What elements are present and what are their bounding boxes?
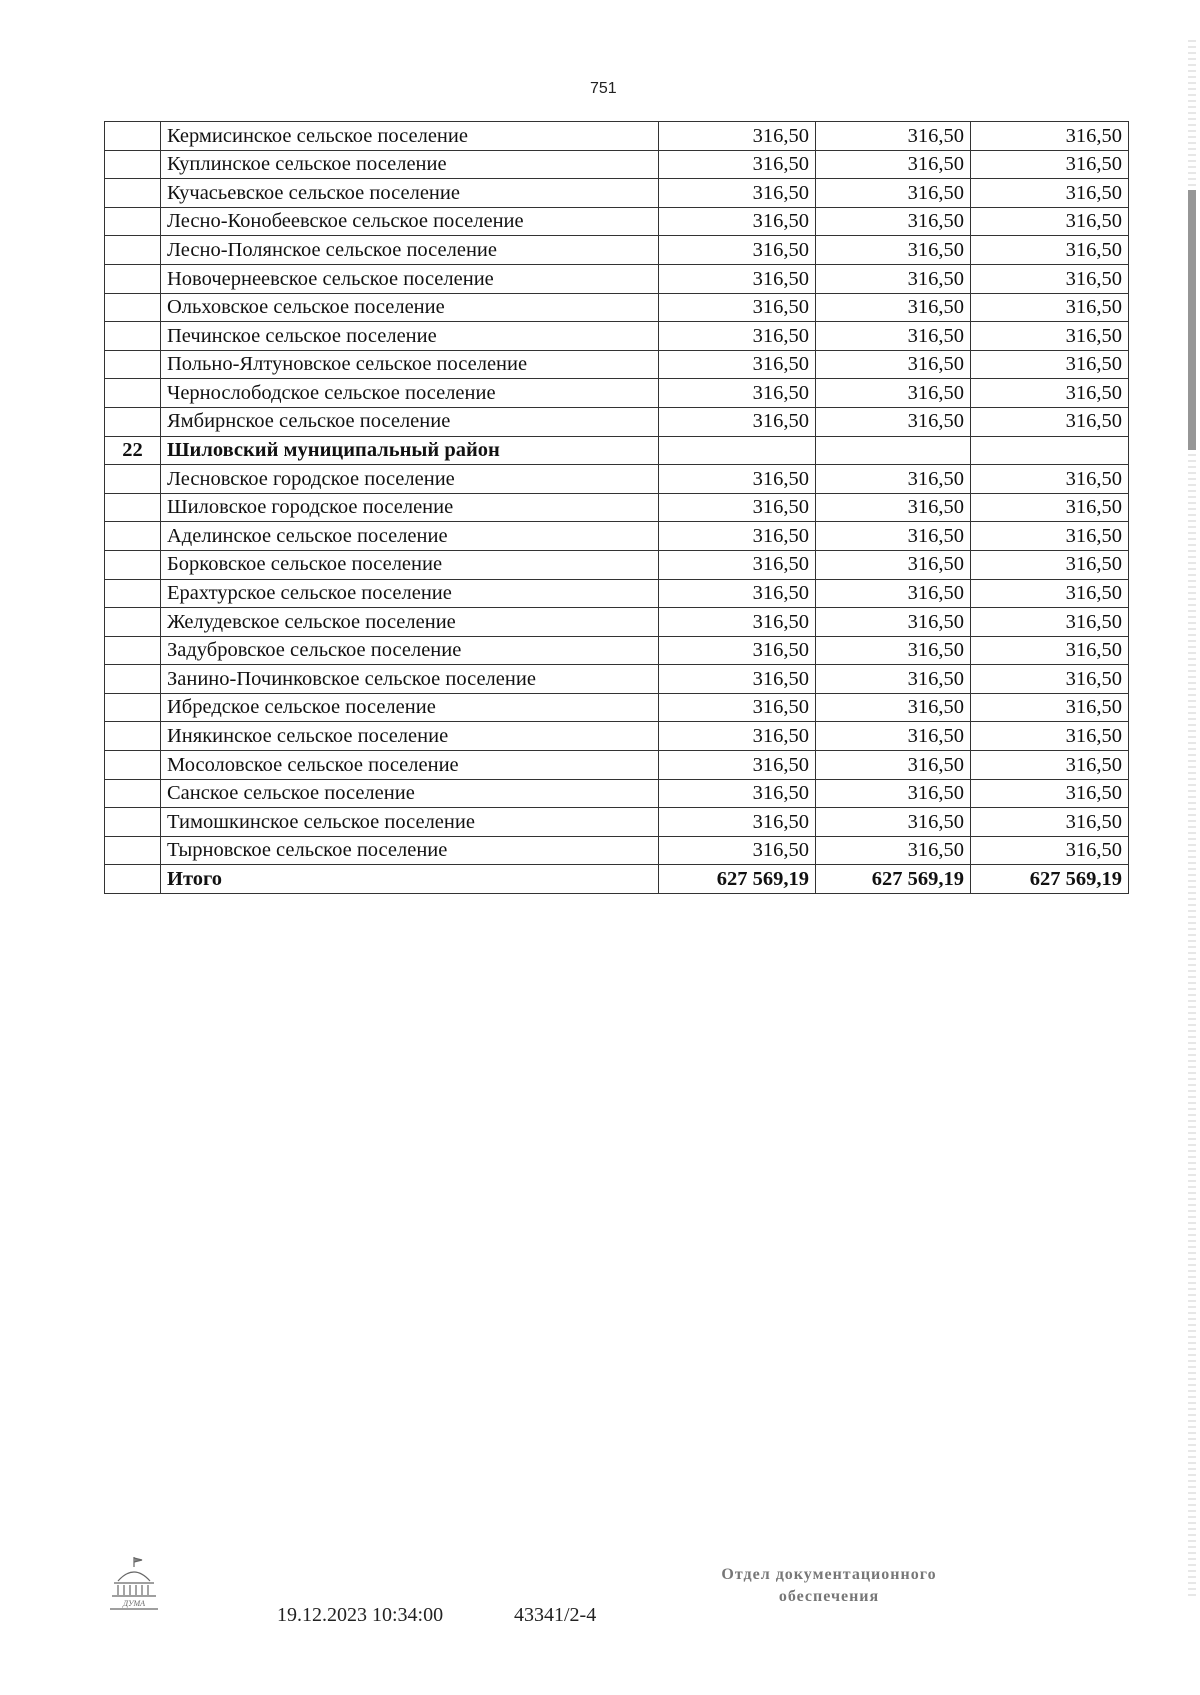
value-cell-1: 316,50 <box>659 522 816 551</box>
row-number-cell <box>105 264 161 293</box>
value-cell-2: 627 569,19 <box>816 865 971 894</box>
page-number: 751 <box>590 80 617 97</box>
value-cell-2: 316,50 <box>816 779 971 808</box>
row-number-cell <box>105 493 161 522</box>
settlement-name-cell: Ямбирнское сельское поселение <box>161 407 659 436</box>
value-cell-2: 316,50 <box>816 836 971 865</box>
value-cell-2: 316,50 <box>816 407 971 436</box>
row-number-cell <box>105 207 161 236</box>
value-cell-3: 316,50 <box>971 550 1129 579</box>
row-number-cell <box>105 722 161 751</box>
table-row <box>105 751 1129 780</box>
value-cell-1: 316,50 <box>659 550 816 579</box>
settlement-name-cell: Ерахтурское сельское поселение <box>161 579 659 608</box>
value-cell-2: 316,50 <box>816 293 971 322</box>
value-cell-3: 316,50 <box>971 379 1129 408</box>
document-timestamp: 19.12.2023 10:34:00 <box>277 1604 444 1626</box>
value-cell-2: 316,50 <box>816 207 971 236</box>
row-number-cell: 22 <box>105 436 161 465</box>
value-cell-2: 316,50 <box>816 579 971 608</box>
value-cell-3: 316,50 <box>971 122 1129 151</box>
value-cell-2: 316,50 <box>816 322 971 351</box>
row-number-cell <box>105 779 161 808</box>
value-cell-1: 316,50 <box>659 122 816 151</box>
value-cell-1: 316,50 <box>659 150 816 179</box>
settlement-name-cell: Лесновское городское поселение <box>161 465 659 494</box>
table-row <box>105 779 1129 808</box>
value-cell-1: 316,50 <box>659 264 816 293</box>
row-number-cell <box>105 608 161 637</box>
value-cell-2: 316,50 <box>816 179 971 208</box>
logo-text: ДУМА <box>122 1599 146 1608</box>
settlement-name-cell: Польно-Ялтуновское сельское поселение <box>161 350 659 379</box>
value-cell-3: 316,50 <box>971 693 1129 722</box>
row-number-cell <box>105 808 161 837</box>
duma-building-logo-icon <box>106 1555 162 1615</box>
value-cell-3: 316,50 <box>971 665 1129 694</box>
value-cell-3 <box>971 436 1129 465</box>
value-cell-3: 316,50 <box>971 207 1129 236</box>
value-cell-2: 316,50 <box>816 350 971 379</box>
value-cell-1: 316,50 <box>659 808 816 837</box>
value-cell-3: 316,50 <box>971 608 1129 637</box>
table-row <box>105 293 1129 322</box>
value-cell-1: 316,50 <box>659 236 816 265</box>
value-cell-1: 316,50 <box>659 293 816 322</box>
value-cell-3: 316,50 <box>971 836 1129 865</box>
table-row <box>105 350 1129 379</box>
value-cell-3: 316,50 <box>971 808 1129 837</box>
table-row <box>105 150 1129 179</box>
settlement-name-cell: Аделинское сельское поселение <box>161 522 659 551</box>
row-number-cell <box>105 465 161 494</box>
table-row <box>105 636 1129 665</box>
row-number-cell <box>105 150 161 179</box>
table-row <box>105 808 1129 837</box>
document-number: 43341/2-4 <box>514 1604 597 1626</box>
value-cell-3: 316,50 <box>971 465 1129 494</box>
settlement-name-cell: Кермисинское сельское поселение <box>161 122 659 151</box>
settlement-name-cell: Лесно-Полянское сельское поселение <box>161 236 659 265</box>
settlement-name-cell: Новочернеевское сельское поселение <box>161 264 659 293</box>
row-number-cell <box>105 550 161 579</box>
row-number-cell <box>105 522 161 551</box>
value-cell-1: 316,50 <box>659 665 816 694</box>
settlement-name-cell: Санское сельское поселение <box>161 779 659 808</box>
row-number-cell <box>105 865 161 894</box>
stamp-line-1: Отдел документационного <box>721 1566 937 1583</box>
table-row <box>105 465 1129 494</box>
table-row <box>105 379 1129 408</box>
value-cell-1: 316,50 <box>659 322 816 351</box>
table-row <box>105 179 1129 208</box>
row-number-cell <box>105 322 161 351</box>
value-cell-2: 316,50 <box>816 264 971 293</box>
table-row <box>105 608 1129 637</box>
settlement-name-cell: Тырновское сельское поселение <box>161 836 659 865</box>
value-cell-2: 316,50 <box>816 665 971 694</box>
value-cell-2: 316,50 <box>816 493 971 522</box>
value-cell-1: 316,50 <box>659 693 816 722</box>
row-number-cell <box>105 665 161 694</box>
table-row <box>105 550 1129 579</box>
row-number-cell <box>105 179 161 208</box>
value-cell-1: 316,50 <box>659 608 816 637</box>
value-cell-1 <box>659 436 816 465</box>
value-cell-2: 316,50 <box>816 608 971 637</box>
value-cell-1: 316,50 <box>659 579 816 608</box>
value-cell-1: 316,50 <box>659 465 816 494</box>
row-number-cell <box>105 836 161 865</box>
value-cell-2: 316,50 <box>816 550 971 579</box>
settlement-name-cell: Чернослободское сельское поселение <box>161 379 659 408</box>
table-row <box>105 865 1129 894</box>
table-row <box>105 407 1129 436</box>
row-number-cell <box>105 293 161 322</box>
settlement-name-cell: Желудевское сельское поселение <box>161 608 659 637</box>
settlement-name-cell: Куплинское сельское поселение <box>161 150 659 179</box>
value-cell-1: 316,50 <box>659 493 816 522</box>
value-cell-3: 316,50 <box>971 779 1129 808</box>
settlement-name-cell: Итого <box>161 865 659 894</box>
value-cell-3: 316,50 <box>971 264 1129 293</box>
value-cell-2: 316,50 <box>816 808 971 837</box>
value-cell-1: 316,50 <box>659 722 816 751</box>
value-cell-3: 316,50 <box>971 322 1129 351</box>
value-cell-1: 316,50 <box>659 350 816 379</box>
table-row <box>105 693 1129 722</box>
value-cell-2 <box>816 436 971 465</box>
table-row <box>105 264 1129 293</box>
row-number-cell <box>105 379 161 408</box>
value-cell-3: 316,50 <box>971 493 1129 522</box>
scan-edge-strip <box>1188 40 1196 1600</box>
settlement-name-cell: Печинское сельское поселение <box>161 322 659 351</box>
settlement-name-cell: Шиловский муниципальный район <box>161 436 659 465</box>
row-number-cell <box>105 751 161 780</box>
value-cell-2: 316,50 <box>816 751 971 780</box>
table-row <box>105 522 1129 551</box>
row-number-cell <box>105 407 161 436</box>
settlement-name-cell: Кучасьевское сельское поселение <box>161 179 659 208</box>
value-cell-2: 316,50 <box>816 465 971 494</box>
value-cell-3: 316,50 <box>971 350 1129 379</box>
settlement-name-cell: Занино-Починковское сельское поселение <box>161 665 659 694</box>
value-cell-3: 627 569,19 <box>971 865 1129 894</box>
settlement-name-cell: Борковское сельское поселение <box>161 550 659 579</box>
value-cell-3: 316,50 <box>971 293 1129 322</box>
value-cell-3: 316,50 <box>971 179 1129 208</box>
value-cell-2: 316,50 <box>816 722 971 751</box>
row-number-cell <box>105 350 161 379</box>
settlement-name-cell: Тимошкинское сельское поселение <box>161 808 659 837</box>
value-cell-3: 316,50 <box>971 236 1129 265</box>
value-cell-3: 316,50 <box>971 150 1129 179</box>
value-cell-2: 316,50 <box>816 636 971 665</box>
value-cell-3: 316,50 <box>971 579 1129 608</box>
table-row <box>105 207 1129 236</box>
value-cell-1: 316,50 <box>659 407 816 436</box>
value-cell-1: 316,50 <box>659 836 816 865</box>
value-cell-2: 316,50 <box>816 150 971 179</box>
value-cell-2: 316,50 <box>816 693 971 722</box>
allocation-table <box>104 121 1129 894</box>
settlement-name-cell: Инякинское сельское поселение <box>161 722 659 751</box>
table-row <box>105 493 1129 522</box>
value-cell-2: 316,50 <box>816 379 971 408</box>
value-cell-1: 316,50 <box>659 636 816 665</box>
value-cell-1: 316,50 <box>659 751 816 780</box>
table-row <box>105 665 1129 694</box>
settlement-name-cell: Ольховское сельское поселение <box>161 293 659 322</box>
row-number-cell <box>105 636 161 665</box>
settlement-name-cell: Шиловское городское поселение <box>161 493 659 522</box>
value-cell-2: 316,50 <box>816 236 971 265</box>
row-number-cell <box>105 693 161 722</box>
value-cell-1: 316,50 <box>659 179 816 208</box>
value-cell-1: 627 569,19 <box>659 865 816 894</box>
value-cell-3: 316,50 <box>971 522 1129 551</box>
settlement-name-cell: Задубровское сельское поселение <box>161 636 659 665</box>
value-cell-3: 316,50 <box>971 636 1129 665</box>
table-row <box>105 122 1129 151</box>
table-row <box>105 579 1129 608</box>
value-cell-2: 316,50 <box>816 122 971 151</box>
table-row <box>105 236 1129 265</box>
department-stamp <box>684 1564 974 1609</box>
value-cell-3: 316,50 <box>971 751 1129 780</box>
table-row <box>105 322 1129 351</box>
value-cell-1: 316,50 <box>659 207 816 236</box>
settlement-name-cell: Ибредское сельское поселение <box>161 693 659 722</box>
settlement-name-cell: Мосоловское сельское поселение <box>161 751 659 780</box>
table-row <box>105 836 1129 865</box>
table-row <box>105 722 1129 751</box>
stamp-line-2: обеспечения <box>778 1588 880 1606</box>
value-cell-3: 316,50 <box>971 722 1129 751</box>
value-cell-1: 316,50 <box>659 779 816 808</box>
value-cell-2: 316,50 <box>816 522 971 551</box>
row-number-cell <box>105 122 161 151</box>
row-number-cell <box>105 579 161 608</box>
settlement-name-cell: Лесно-Конобеевское сельское поселение <box>161 207 659 236</box>
value-cell-3: 316,50 <box>971 407 1129 436</box>
table-row <box>105 436 1129 465</box>
value-cell-1: 316,50 <box>659 379 816 408</box>
table-body <box>105 122 1129 894</box>
row-number-cell <box>105 236 161 265</box>
